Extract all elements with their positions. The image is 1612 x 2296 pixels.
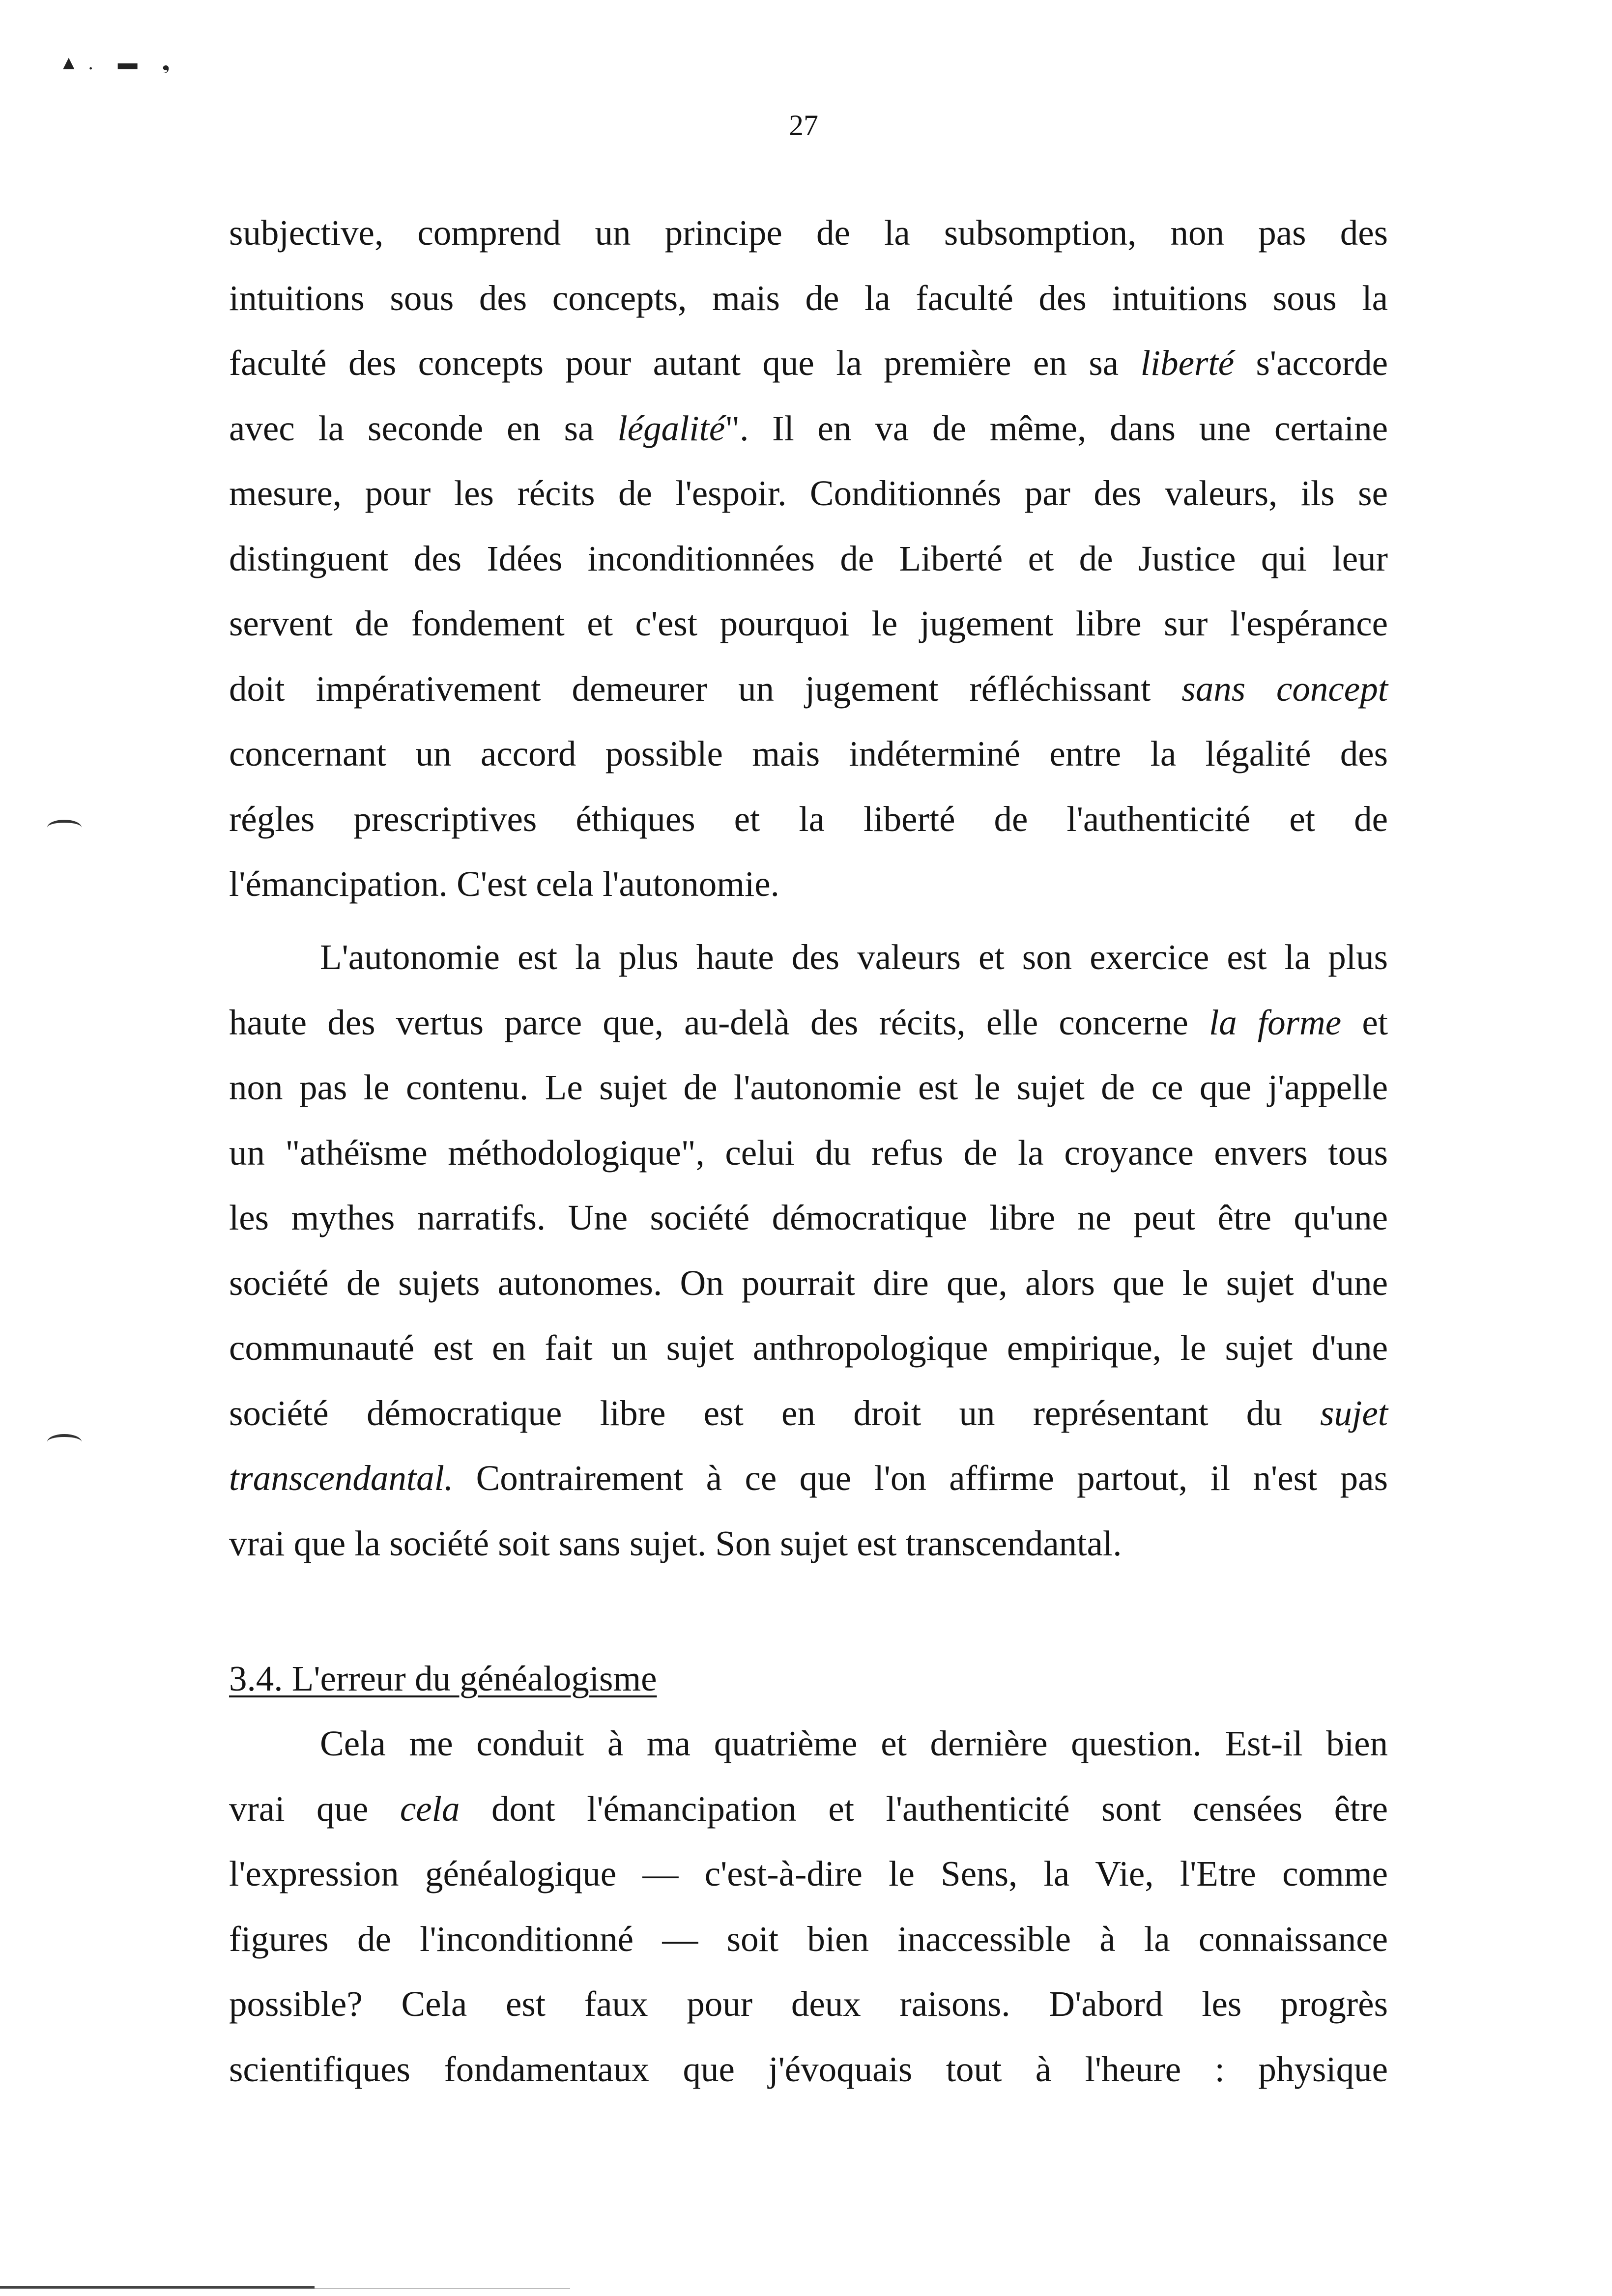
text-segment: intuitions sous des concepts, mais de la faculté des intuitions sous la <box>229 278 1388 318</box>
text-segment: les mythes narratifs. Une société démocratique libre ne peut être qu'une <box>229 1198 1388 1237</box>
text-segment: possible? Cela est faux pour deux raisons. D'abord les progrès <box>229 1984 1388 2024</box>
text-segment: servent de fondement et c'est pourquoi le jugement libre sur l'espérance <box>229 603 1388 643</box>
text-segment: mesure, pour les récits de l'espoir. Conditionnés par des valeurs, ils se <box>229 473 1388 513</box>
text-segment: communauté est en fait un sujet anthropologique empirique, le sujet d'une <box>229 1328 1388 1368</box>
text-line <box>229 990 1388 1056</box>
page-number: 27 <box>789 109 818 142</box>
text-segment: figures de l'inconditionné — soit bien inaccessible à la connaissance <box>229 1919 1388 1959</box>
text-line <box>229 1777 1388 1842</box>
paragraph-1 <box>229 201 1388 917</box>
text-line <box>229 266 1388 331</box>
margin-mark-upper <box>47 820 82 835</box>
italic-text: sujet <box>1320 1393 1388 1433</box>
text-segment: vrai que la société soit sans sujet. Son sujet est transcendantal. <box>229 1523 1122 1563</box>
text-segment: dont l'émancipation et l'authenticité sont censées être <box>460 1788 1388 1829</box>
text-segment: avec la seconde en sa <box>229 408 618 448</box>
text-segment: faculté des concepts pour autant que la première en sa <box>229 343 1141 383</box>
text-segment: et <box>1341 1002 1388 1042</box>
text-line <box>229 1381 1388 1446</box>
text-line <box>229 1251 1388 1316</box>
text-line <box>229 1511 1388 1577</box>
text-line <box>229 591 1388 657</box>
text-line <box>229 1907 1388 1972</box>
text-segment: l'expression généalogique — c'est-à-dire le Sens, la Vie, l'Etre comme <box>229 1854 1388 1894</box>
text-segment: société démocratique libre est en droit un représentant du <box>229 1393 1321 1433</box>
margin-mark-lower <box>47 1434 82 1450</box>
text-segment: non pas le contenu. Le sujet de l'autonomie est le sujet de ce que j'appelle <box>229 1067 1388 1107</box>
italic-text: transcendantal. <box>229 1458 454 1498</box>
text-segment: un "athéïsme méthodologique", celui du refus de la croyance envers tous <box>229 1132 1388 1173</box>
text-line <box>229 925 1388 990</box>
text-segment: scientifiques fondamentaux que j'évoquais tout à l'heure : physique <box>229 2049 1388 2089</box>
text-line <box>229 331 1388 396</box>
text-line <box>229 461 1388 526</box>
text-line <box>229 657 1388 722</box>
text-line <box>229 1711 1388 1777</box>
italic-text: sans concept <box>1181 668 1388 709</box>
text-line <box>229 1446 1388 1511</box>
text-line <box>229 1055 1388 1120</box>
italic-text: cela <box>400 1788 460 1829</box>
text-line <box>229 1316 1388 1381</box>
scan-artifact-marks: ▲. ▬ ❟ <box>59 52 180 74</box>
italic-text: liberté <box>1140 343 1235 383</box>
text-segment: société de sujets autonomes. On pourrait dire que, alors que le sujet d'une <box>229 1263 1388 1303</box>
text-segment: doit impérativement demeurer un jugement réfléchissant <box>229 668 1182 709</box>
text-segment: L'autonomie est la plus haute des valeurs et son exercice est la plus <box>320 937 1388 977</box>
text-line <box>229 787 1388 852</box>
text-segment: ". Il en va de même, dans une certaine <box>725 408 1388 448</box>
text-segment: Contrairement à ce que l'on affirme partout, il n'est pas <box>453 1458 1388 1498</box>
text-segment: s'accorde <box>1234 343 1388 383</box>
bottom-scan-rule <box>0 2286 315 2289</box>
text-line <box>229 1120 1388 1186</box>
text-line <box>229 396 1388 461</box>
paragraph-2 <box>229 925 1388 1576</box>
text-line <box>229 1841 1388 1907</box>
text-segment: haute des vertus parce que, au-delà des récits, elle concerne <box>229 1002 1209 1042</box>
text-segment: subjective, comprend un principe de la subsomption, non pas des <box>229 213 1388 253</box>
text-line <box>229 526 1388 592</box>
section-heading: 3.4. L'erreur du généalogisme <box>229 1659 657 1698</box>
italic-text: légalité <box>617 408 725 448</box>
text-segment: Cela me conduit à ma quatrième et dernière question. Est-il bien <box>320 1723 1388 1763</box>
paragraph-3 <box>229 1711 1388 2102</box>
text-line <box>229 852 1388 917</box>
text-segment: concernant un accord possible mais indéterminé entre la légalité des <box>229 734 1388 774</box>
text-line <box>229 721 1388 787</box>
italic-text: la forme <box>1209 1002 1342 1042</box>
text-line <box>229 2037 1388 2102</box>
text-line <box>229 1185 1388 1251</box>
text-segment: distinguent des Idées inconditionnées de Liberté et de Justice qui leur <box>229 538 1388 578</box>
text-segment: vrai que <box>229 1788 400 1829</box>
text-segment: régles prescriptives éthiques et la liberté de l'authenticité et de <box>229 799 1388 839</box>
text-line <box>229 201 1388 266</box>
text-line <box>229 1972 1388 2037</box>
text-segment: l'émancipation. C'est cela l'autonomie. <box>229 864 779 904</box>
bottom-scan-rule-faint <box>315 2288 570 2289</box>
